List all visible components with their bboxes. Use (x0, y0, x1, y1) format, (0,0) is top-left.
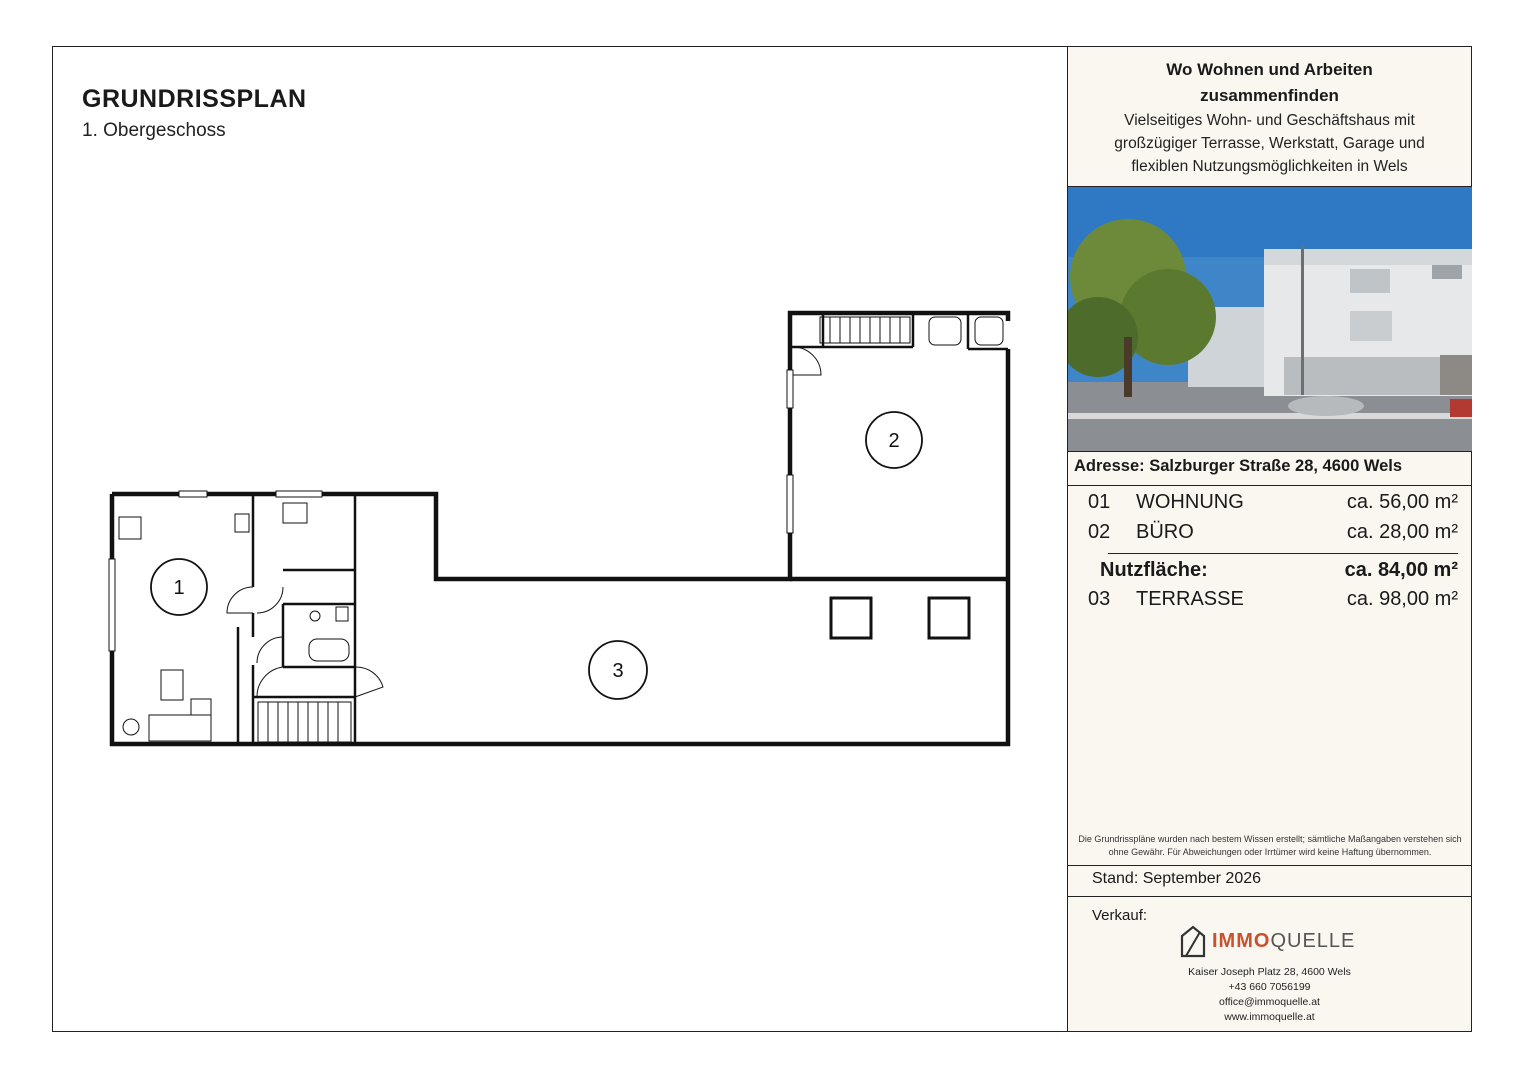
logo-wordmark (1212, 930, 1355, 953)
contact-email[interactable]: office@immoquelle.at (1219, 996, 1320, 1008)
room-label-1: 1 (173, 577, 185, 599)
building-photo (1068, 187, 1472, 452)
total-label: Nutzfläche: (1100, 559, 1208, 581)
room-label-3: 3 (612, 660, 624, 682)
floor-plan-sheet (52, 46, 1472, 1032)
room-label-2: 2 (888, 430, 900, 452)
logo-part-immo: IMMO (1212, 930, 1271, 952)
panel-header (1068, 47, 1471, 187)
contact-phone: +43 660 7056199 (1228, 981, 1311, 993)
panel-description: Vielseitiges Wohn- und Geschäftshaus mit großzügiger Terrasse, Werkstatt, Garage und flexiblen Nutzungsmöglichkeiten in Wels (1114, 112, 1425, 175)
contact-web[interactable]: www.immoquelle.at (1224, 1011, 1315, 1023)
unit-number: 01 (1088, 491, 1111, 513)
divider (1068, 865, 1471, 866)
unit-area: ca. 28,00 m² (1346, 521, 1458, 543)
plan-subtitle: 1. Obergeschoss (82, 120, 226, 141)
plan-title: GRUNDRISSPLAN (82, 85, 307, 113)
skylight-1 (831, 598, 871, 638)
outer-wall-right (112, 349, 1008, 744)
address-value: Salzburger Straße 28, 4600 Wels (1149, 457, 1403, 475)
total-area: ca. 84,00 m² (1344, 559, 1458, 581)
house-logo-icon (1178, 924, 1208, 958)
info-panel (1067, 47, 1471, 1031)
unit-area: ca. 56,00 m² (1346, 491, 1458, 513)
floor-plan-drawing (53, 47, 1067, 1033)
contact-block (1068, 965, 1471, 1025)
unit-area: ca. 98,00 m² (1346, 588, 1458, 610)
unit-number: 02 (1088, 521, 1111, 543)
logo-part-quelle: QUELLE (1270, 930, 1356, 952)
panel-headline: Wo Wohnen und Arbeiten zusammenfinden (1166, 60, 1373, 105)
plan-area (53, 47, 1067, 1031)
address-label: Adresse: (1074, 457, 1145, 475)
unit-row-01 (1088, 491, 1458, 519)
stand-date: Stand: September 2026 (1092, 870, 1262, 887)
divider (1068, 485, 1471, 486)
total-row (1100, 559, 1458, 587)
company-logo (1178, 924, 1378, 960)
unit-row-03 (1088, 588, 1458, 616)
address-line (1074, 457, 1402, 476)
unit-name: WOHNUNG (1136, 491, 1244, 513)
unit-name: TERRASSE (1136, 588, 1244, 610)
sale-label: Verkauf: (1092, 907, 1148, 924)
contact-street: Kaiser Joseph Platz 28, 4600 Wels (1188, 966, 1351, 978)
disclaimer: Die Grundrisspläne wurden nach bestem Wissen erstellt; sämtliche Maßangaben verstehen sich ohne Gewähr. Für Abweichungen oder Irrtümer wird keine Haftung übernommen. (1078, 834, 1462, 857)
unit-row-02 (1088, 521, 1458, 549)
divider (1108, 553, 1458, 554)
unit-name: BÜRO (1136, 521, 1194, 543)
unit-number: 03 (1088, 588, 1111, 610)
divider (1068, 896, 1471, 897)
skylight-2 (929, 598, 969, 638)
